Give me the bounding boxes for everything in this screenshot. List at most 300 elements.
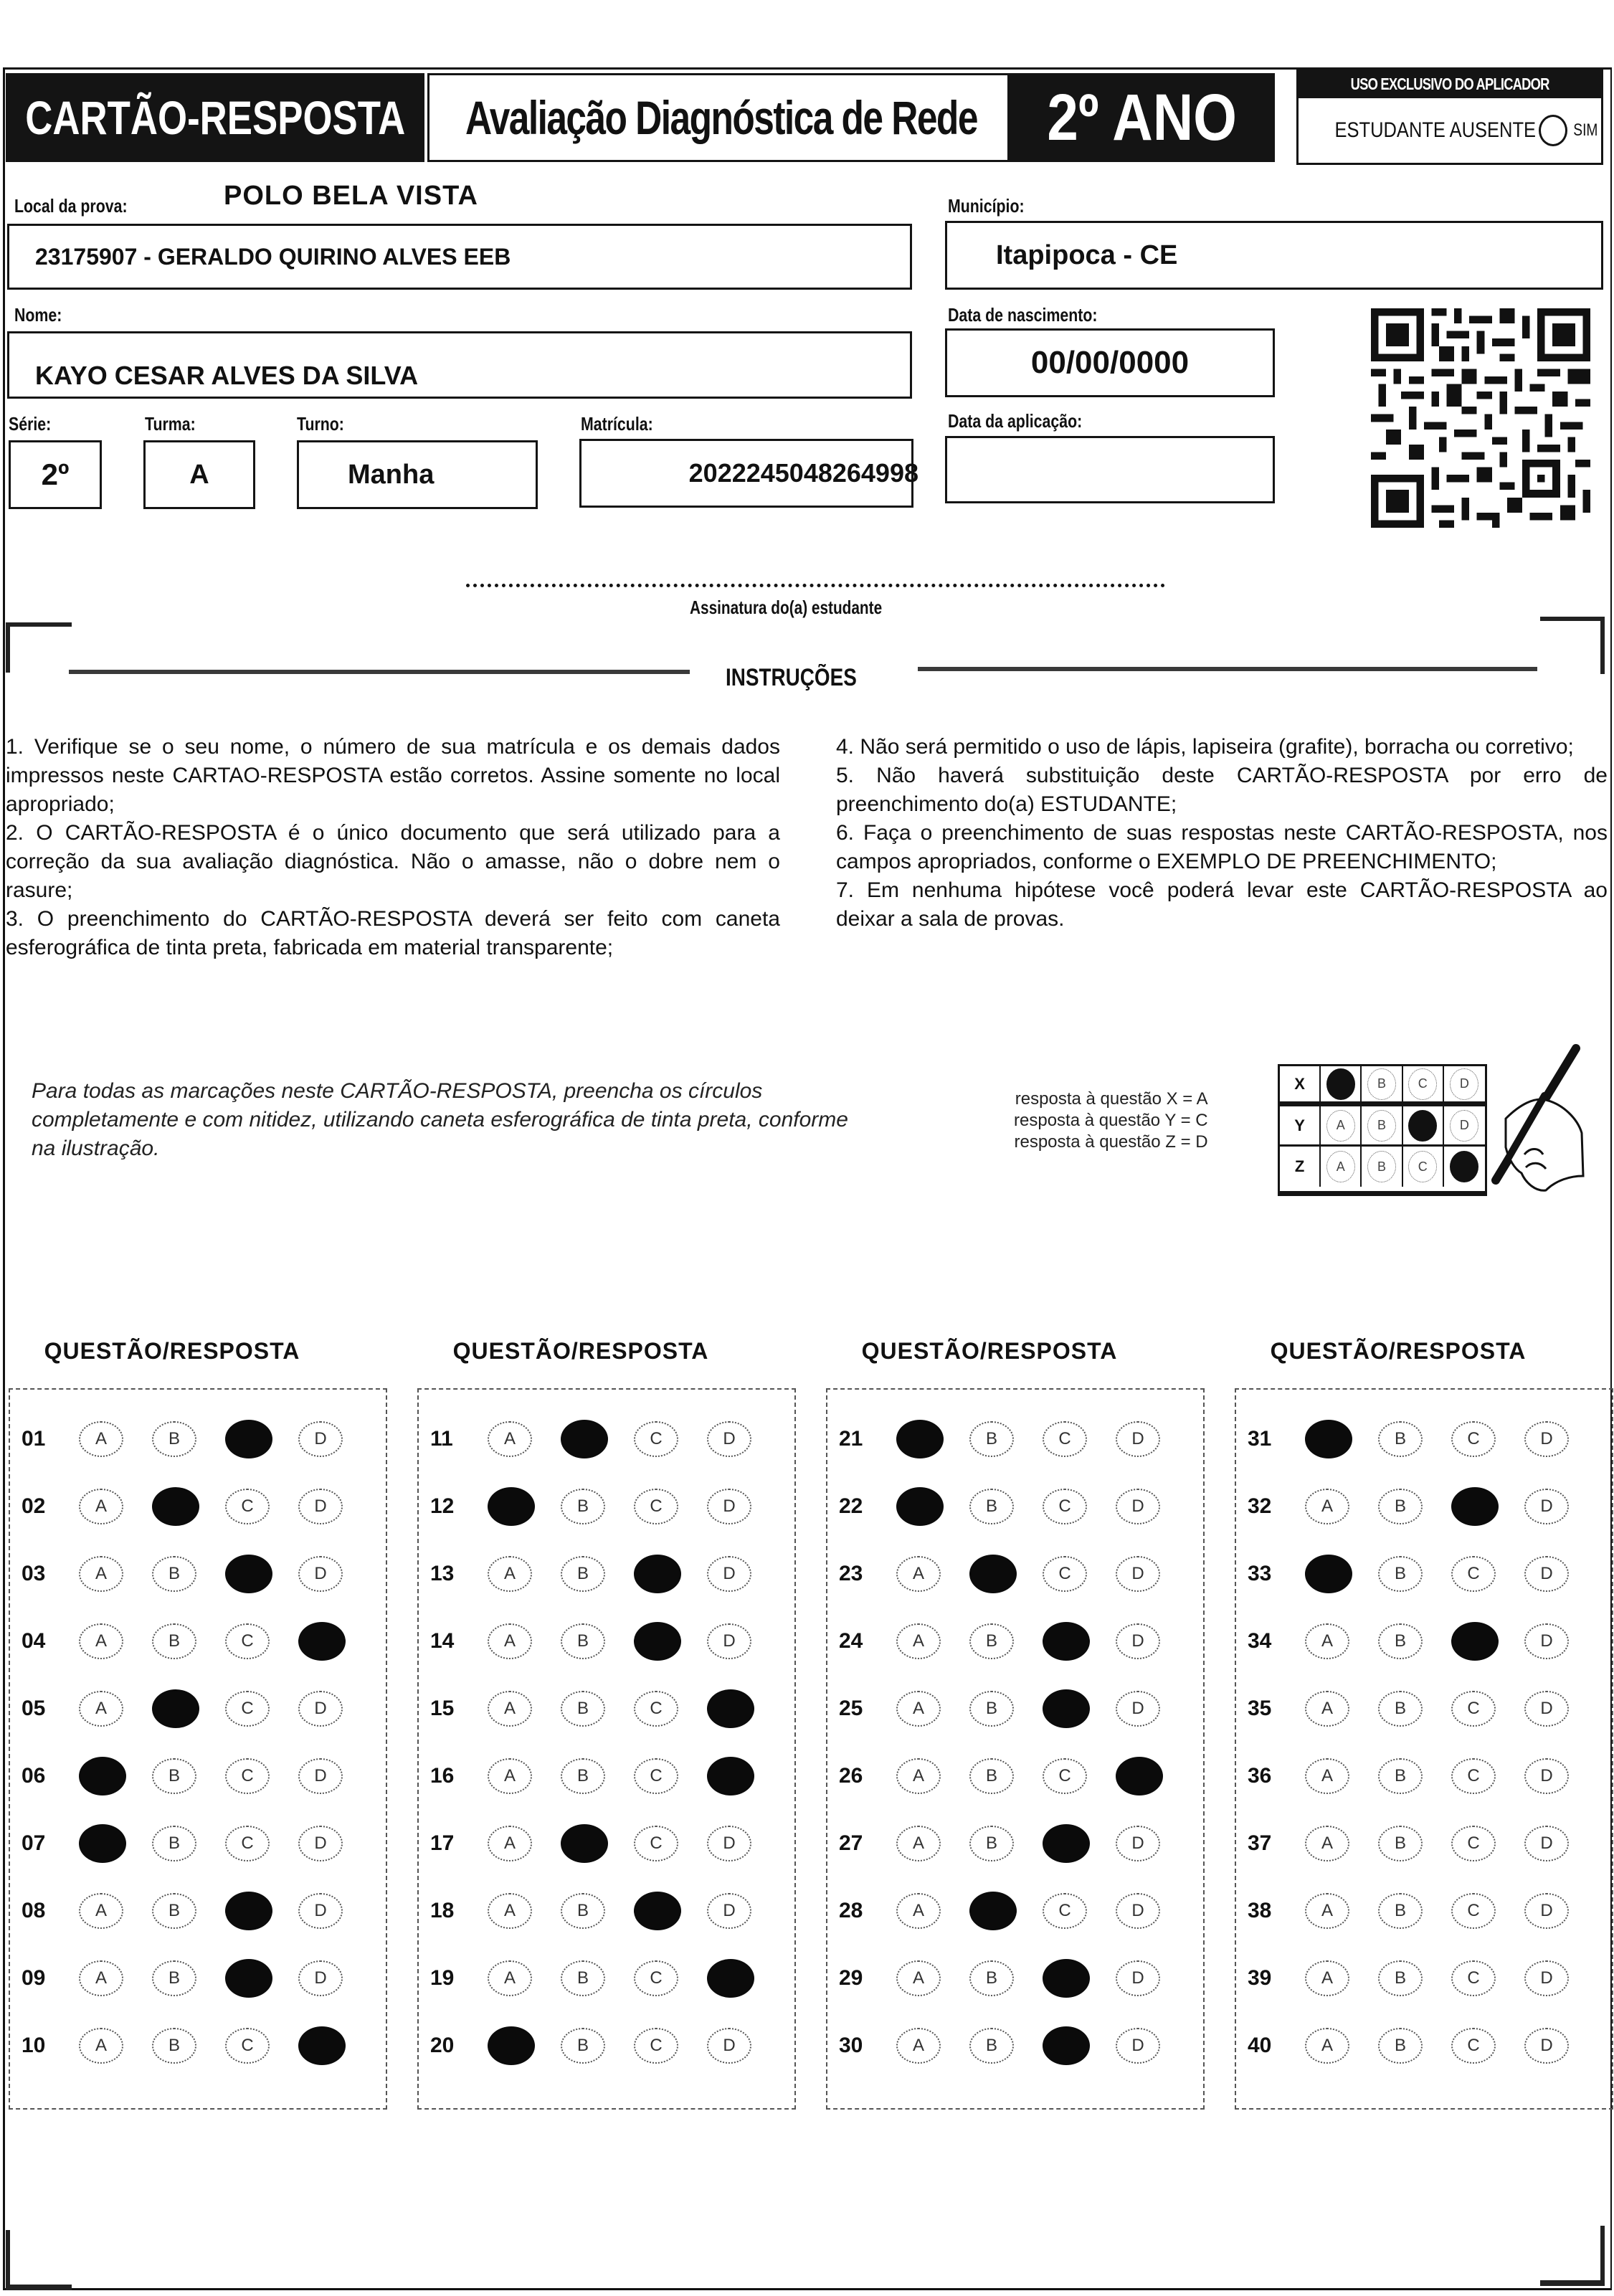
answer-row	[827, 1960, 1203, 1996]
answer-bubble-d[interactable]: D	[1116, 1960, 1160, 1996]
question-number: 30	[839, 2034, 863, 2057]
answer-bubble-d[interactable]: D	[298, 1489, 343, 1524]
answer-bubble-d[interactable]: D	[298, 1691, 343, 1727]
example-row	[1280, 1106, 1485, 1147]
answer-row	[10, 1960, 386, 1996]
turno-label: Turno:	[297, 413, 344, 435]
answer-row	[827, 2028, 1203, 2064]
answer-column-2	[417, 1388, 796, 2110]
question-number: 21	[839, 1427, 863, 1451]
answer-row	[419, 1691, 794, 1727]
example-bubble: B	[1367, 1068, 1396, 1100]
matricula-label: Matrícula:	[581, 413, 653, 435]
answer-bubble-a[interactable]: A	[488, 1421, 532, 1457]
question-number: 13	[430, 1562, 455, 1585]
answer-bubble-c[interactable]	[225, 1555, 272, 1593]
question-number: 37	[1248, 1831, 1272, 1855]
answer-bubble-d[interactable]: D	[1116, 1826, 1160, 1861]
answer-bubble-d[interactable]: D	[707, 1623, 751, 1659]
name-label: Nome:	[14, 304, 62, 326]
answer-bubble-a[interactable]: A	[488, 1623, 532, 1659]
answer-bubble-d[interactable]: D	[1524, 1556, 1569, 1592]
answer-row	[419, 2028, 794, 2064]
question-number: 24	[839, 1629, 863, 1653]
answer-bubble-a[interactable]: A	[1305, 1691, 1349, 1727]
answer-bubble-b[interactable]: B	[561, 2028, 605, 2064]
answer-row	[10, 1489, 386, 1524]
question-number: 19	[430, 1966, 455, 1990]
answer-bubble-b[interactable]: B	[1378, 1421, 1423, 1457]
answer-bubble-d[interactable]: D	[1524, 1489, 1569, 1524]
answer-bubble-c[interactable]	[1451, 1487, 1499, 1526]
answer-row	[827, 1893, 1203, 1929]
answer-bubble-a[interactable]: A	[488, 1960, 532, 1996]
question-number: 04	[22, 1629, 46, 1653]
answer-bubble-d[interactable]	[1116, 1757, 1163, 1795]
grade-badge	[1010, 73, 1275, 162]
school-value: 23175907 - GERALDO QUIRINO ALVES EEB	[35, 243, 511, 270]
question-number: 12	[430, 1494, 455, 1518]
answer-bubble-a[interactable]: A	[896, 1623, 941, 1659]
answer-bubble-c[interactable]	[1043, 1622, 1090, 1661]
name-field	[7, 331, 912, 399]
turma-label: Turma:	[145, 413, 196, 435]
answer-row	[1236, 1960, 1612, 1996]
answer-bubble-d[interactable]: D	[1524, 1826, 1569, 1861]
answer-bubble-c[interactable]: C	[225, 1489, 270, 1524]
example-answers	[1014, 1088, 1208, 1153]
answer-bubble-d[interactable]: D	[1524, 1893, 1569, 1929]
answer-bubble-c[interactable]: C	[1043, 1758, 1087, 1794]
answer-bubble-b[interactable]	[152, 1689, 199, 1728]
answer-row	[1236, 1893, 1612, 1929]
answer-row	[827, 1826, 1203, 1861]
qr-code-icon	[1371, 307, 1590, 529]
corner-mark-bottom-right-v	[1600, 2226, 1605, 2285]
answer-bubble-c[interactable]: C	[1451, 1893, 1496, 1929]
answer-bubble-a[interactable]	[488, 1487, 535, 1526]
answer-bubble-c[interactable]: C	[1451, 1960, 1496, 1996]
answer-bubble-d[interactable]: D	[1116, 1556, 1160, 1592]
answer-bubble-a[interactable]: A	[79, 1623, 123, 1659]
instruction-item: 6. Faça o preenchimento de suas respostas neste CARTÃO-RESPOSTA, nos campos apropriados, conforme o EXEMPLO DE PREENCHIMENTO;	[836, 821, 1608, 873]
answer-bubble-d[interactable]	[298, 2026, 346, 2065]
answer-bubble-d[interactable]: D	[707, 1556, 751, 1592]
example-bubble: A	[1326, 1110, 1355, 1142]
name-value: KAYO CESAR ALVES DA SILVA	[35, 361, 419, 390]
answer-bubble-d[interactable]: D	[1116, 1691, 1160, 1727]
answer-bubble-c[interactable]: C	[1043, 1556, 1087, 1592]
answer-column-4	[1235, 1388, 1613, 2110]
question-number: 23	[839, 1562, 863, 1585]
matricula-value: 2022245048264998	[688, 458, 918, 488]
serie-label: Série:	[9, 413, 52, 435]
answer-bubble-a[interactable]	[1305, 1420, 1352, 1458]
question-number: 32	[1248, 1494, 1272, 1518]
answer-bubble-a[interactable]: A	[1305, 1489, 1349, 1524]
answer-bubble-c[interactable]: C	[225, 1691, 270, 1727]
answer-bubble-a[interactable]: A	[896, 1556, 941, 1592]
answer-bubble-c[interactable]: C	[1451, 2028, 1496, 2064]
answer-bubble-b[interactable]: B	[969, 1758, 1014, 1794]
question-number: 09	[22, 1966, 46, 1990]
answer-bubble-c[interactable]: C	[634, 1758, 678, 1794]
turno-field	[297, 440, 538, 509]
answer-bubble-d[interactable]: D	[298, 1758, 343, 1794]
answer-bubble-c[interactable]: C	[634, 1691, 678, 1727]
answer-bubble-b[interactable]: B	[969, 1960, 1014, 1996]
question-number: 02	[22, 1494, 46, 1518]
corner-mark-top-right	[1540, 617, 1605, 621]
answer-bubble-a[interactable]: A	[896, 2028, 941, 2064]
answer-bubble-b[interactable]: B	[969, 1826, 1014, 1861]
question-number: 20	[430, 2034, 455, 2057]
question-number: 29	[839, 1966, 863, 1990]
answer-row	[419, 1893, 794, 1929]
birth-label: Data de nascimento:	[948, 304, 1098, 326]
question-number: 33	[1248, 1562, 1272, 1585]
answer-bubble-a[interactable]: A	[1305, 1893, 1349, 1929]
answer-bubble-b[interactable]: B	[561, 1758, 605, 1794]
answer-bubble-a[interactable]: A	[79, 1556, 123, 1592]
answer-bubble-a[interactable]: A	[896, 1758, 941, 1794]
answer-bubble-d[interactable]: D	[707, 1421, 751, 1457]
instruction-item: 4. Não será permitido o uso de lápis, lapiseira (grafite), borracha ou corretivo;	[836, 735, 1574, 759]
answer-bubble-a[interactable]: A	[488, 1556, 532, 1592]
question-number: 10	[22, 2034, 46, 2057]
question-number: 38	[1248, 1899, 1272, 1922]
answer-bubble-c[interactable]: C	[634, 1489, 678, 1524]
answer-bubble-c[interactable]	[225, 1892, 272, 1930]
answer-row	[10, 1893, 386, 1929]
answer-bubble-a[interactable]: A	[488, 1893, 532, 1929]
municipio-field	[945, 221, 1603, 290]
answer-bubble-c[interactable]: C	[1451, 1758, 1496, 1794]
answer-bubble-b[interactable]	[561, 1420, 608, 1458]
question-number: 34	[1248, 1629, 1272, 1653]
answer-row	[10, 1421, 386, 1457]
answer-bubble-b[interactable]: B	[969, 2028, 1014, 2064]
answer-bubble-b[interactable]: B	[1378, 1893, 1423, 1929]
instruction-item: 7. Em nenhuma hipótese você poderá levar este CARTÃO-RESPOSTA ao deixar a sala de provas.	[836, 878, 1608, 931]
answer-bubble-b[interactable]: B	[152, 1826, 196, 1861]
birth-field	[945, 328, 1275, 397]
answer-bubble-b[interactable]: B	[1378, 1691, 1423, 1727]
answer-bubble-c[interactable]	[225, 1420, 272, 1458]
answer-bubble-d[interactable]: D	[1116, 2028, 1160, 2064]
answer-bubble-b[interactable]: B	[1378, 1556, 1423, 1592]
answer-bubble-b[interactable]: B	[561, 1691, 605, 1727]
answer-bubble-c[interactable]: C	[1451, 1556, 1496, 1592]
answer-bubble-c[interactable]	[1043, 1959, 1090, 1998]
answer-bubble-a[interactable]: A	[1305, 1623, 1349, 1659]
answer-row	[827, 1421, 1203, 1457]
answer-bubble-b[interactable]: B	[152, 2028, 196, 2064]
answer-bubble-b[interactable]: B	[152, 1623, 196, 1659]
answer-bubble-c[interactable]: C	[225, 1826, 270, 1861]
question-number: 25	[839, 1697, 863, 1720]
answer-bubble-a[interactable]: A	[896, 1691, 941, 1727]
question-number: 08	[22, 1899, 46, 1922]
answer-row	[10, 1556, 386, 1592]
example-question-label: X	[1280, 1066, 1321, 1101]
answer-bubble-c[interactable]: C	[1451, 1421, 1496, 1457]
answer-bubble-c[interactable]: C	[1043, 1489, 1087, 1524]
column-heading-3: QUESTÃO/RESPOSTA	[861, 1338, 1118, 1364]
answer-bubble-b[interactable]: B	[1378, 1758, 1423, 1794]
answer-bubble-c[interactable]: C	[634, 1421, 678, 1457]
example-cell	[1403, 1066, 1444, 1101]
answer-bubble-a[interactable]: A	[1305, 1960, 1349, 1996]
instruction-item: 1. Verifique se o seu nome, o número de sua matrícula e os demais dados impressos neste CARTAO-RESPOSTA estão corretos. Assine somente no local apropriado;	[6, 735, 780, 816]
matricula-field	[579, 439, 918, 508]
corner-mark-bottom-left-v	[6, 2230, 10, 2287]
answer-bubble-b[interactable]	[561, 1824, 608, 1863]
answer-bubble-c[interactable]: C	[634, 2028, 678, 2064]
answer-bubble-a[interactable]	[79, 1757, 126, 1795]
example-line: resposta à questão Z = D	[1014, 1132, 1208, 1152]
question-number: 06	[22, 1764, 46, 1788]
question-number: 26	[839, 1764, 863, 1788]
answer-bubble-c[interactable]: C	[634, 1826, 678, 1861]
answer-row	[10, 2028, 386, 2064]
answer-bubble-a[interactable]: A	[79, 1421, 123, 1457]
answer-column-1	[9, 1388, 387, 2110]
instruction-item: 5. Não haverá substituição deste CARTÃO-RESPOSTA por erro de preenchimento do(a) ESTUDANTE;	[836, 764, 1608, 816]
local-polo: POLO BELA VISTA	[224, 181, 478, 211]
question-number: 27	[839, 1831, 863, 1855]
question-number: 15	[430, 1697, 455, 1720]
question-number: 35	[1248, 1697, 1272, 1720]
answer-bubble-d[interactable]: D	[1524, 1758, 1569, 1794]
answer-bubble-d[interactable]: D	[1116, 1489, 1160, 1524]
answer-bubble-a[interactable]: A	[79, 1893, 123, 1929]
answer-bubble-b[interactable]: B	[561, 1489, 605, 1524]
school-field	[7, 224, 912, 290]
answer-bubble-b[interactable]: B	[1378, 1826, 1423, 1861]
answer-bubble-a[interactable]	[79, 1824, 126, 1863]
answer-bubble-c[interactable]: C	[225, 1623, 270, 1659]
evaluation-title-text: Avaliação Diagnóstica de Rede	[465, 91, 977, 144]
example-cell	[1362, 1147, 1402, 1187]
answer-bubble-a[interactable]: A	[79, 1691, 123, 1727]
answer-row	[1236, 2028, 1612, 2064]
answer-bubble-d[interactable]: D	[298, 1556, 343, 1592]
answer-bubble-d[interactable]	[707, 1757, 754, 1795]
application-date-field	[945, 436, 1275, 503]
example-bubble: B	[1367, 1151, 1396, 1182]
answer-bubble-d[interactable]: D	[1524, 1421, 1569, 1457]
absent-student-label: ESTUDANTE AUSENTE	[1334, 118, 1536, 142]
answer-bubble-b[interactable]: B	[561, 1960, 605, 1996]
answer-row	[1236, 1421, 1612, 1457]
answer-row	[1236, 1556, 1612, 1592]
answer-bubble-c[interactable]: C	[225, 1758, 270, 1794]
example-bubble: D	[1450, 1068, 1478, 1100]
corner-mark-top-left	[6, 622, 72, 627]
answer-bubble-a[interactable]: A	[1305, 1826, 1349, 1861]
answer-bubble-a[interactable]	[488, 2026, 535, 2065]
instructions-left-column	[6, 733, 780, 962]
answer-bubble-b[interactable]: B	[1378, 2028, 1423, 2064]
answer-bubble-a[interactable]: A	[488, 1691, 532, 1727]
answer-bubble-b[interactable]	[152, 1487, 199, 1526]
answer-bubble-d[interactable]	[298, 1622, 346, 1661]
answer-bubble-c[interactable]	[634, 1622, 681, 1661]
corner-mark-top-right-v	[1600, 617, 1605, 674]
example-bubble	[1408, 1110, 1437, 1142]
answer-bubble-c[interactable]: C	[1043, 1421, 1087, 1457]
question-number: 03	[22, 1562, 46, 1585]
answer-row	[10, 1623, 386, 1659]
answer-bubble-d[interactable]: D	[298, 1826, 343, 1861]
answer-bubble-d[interactable]: D	[707, 1893, 751, 1929]
answer-bubble-a[interactable]	[896, 1487, 944, 1526]
answer-row	[10, 1758, 386, 1794]
answer-bubble-d[interactable]: D	[707, 1826, 751, 1861]
answer-bubble-c[interactable]: C	[634, 1960, 678, 1996]
answer-bubble-a[interactable]: A	[896, 1826, 941, 1861]
example-bubble: C	[1408, 1151, 1437, 1182]
column-heading-4: QUESTÃO/RESPOSTA	[1270, 1338, 1527, 1364]
answer-bubble-d[interactable]: D	[1524, 1960, 1569, 1996]
answer-bubble-c[interactable]	[1043, 2026, 1090, 2065]
birth-value: 00/00/0000	[1030, 345, 1190, 380]
question-number: 16	[430, 1764, 455, 1788]
answer-bubble-c[interactable]: C	[225, 2028, 270, 2064]
example-question-label: Y	[1280, 1106, 1321, 1144]
answer-bubble-d[interactable]: D	[1524, 2028, 1569, 2064]
answer-bubble-a[interactable]	[1305, 1555, 1352, 1593]
answer-bubble-a[interactable]: A	[1305, 2028, 1349, 2064]
example-bubble: A	[1326, 1151, 1355, 1182]
answer-bubble-a[interactable]: A	[896, 1893, 941, 1929]
answer-bubble-d[interactable]: D	[298, 1893, 343, 1929]
application-date-label: Data da aplicação:	[948, 410, 1083, 432]
example-cell	[1362, 1066, 1402, 1101]
answer-bubble-c[interactable]	[225, 1959, 272, 1998]
example-cell	[1403, 1106, 1444, 1144]
answer-bubble-c[interactable]	[1043, 1824, 1090, 1863]
answer-bubble-c[interactable]	[1043, 1689, 1090, 1728]
answer-row	[827, 1556, 1203, 1592]
answer-bubble-d[interactable]	[707, 1689, 754, 1728]
answer-bubble-d[interactable]: D	[298, 1960, 343, 1996]
question-number: 01	[22, 1427, 46, 1451]
answer-bubble-a[interactable]: A	[896, 1960, 941, 1996]
answer-row	[419, 1556, 794, 1592]
answer-bubble-b[interactable]: B	[969, 1421, 1014, 1457]
answer-row	[419, 1489, 794, 1524]
answer-bubble-b[interactable]: B	[152, 1960, 196, 1996]
answer-row	[827, 1489, 1203, 1524]
answer-row	[1236, 1691, 1612, 1727]
answer-row	[419, 1960, 794, 1996]
answer-bubble-d[interactable]: D	[707, 2028, 751, 2064]
answer-bubble-b[interactable]: B	[1378, 1489, 1423, 1524]
example-bubble: B	[1367, 1110, 1396, 1142]
answer-bubble-d[interactable]: D	[1116, 1421, 1160, 1457]
answer-bubble-d[interactable]: D	[1116, 1623, 1160, 1659]
question-number: 40	[1248, 2034, 1272, 2057]
answer-bubble-d[interactable]: D	[1524, 1623, 1569, 1659]
answer-bubble-b[interactable]: B	[561, 1893, 605, 1929]
municipio-label: Município:	[948, 195, 1025, 217]
card-title	[6, 73, 424, 162]
serie-value: 2º	[41, 457, 70, 491]
answer-bubble-a[interactable]: A	[488, 1826, 532, 1861]
answer-bubble-a[interactable]: A	[79, 1960, 123, 1996]
example-row	[1280, 1066, 1485, 1106]
answer-row	[827, 1691, 1203, 1727]
answer-bubble-b[interactable]: B	[969, 1691, 1014, 1727]
instructions-rule-left	[69, 670, 690, 674]
answer-bubble-b[interactable]: B	[561, 1556, 605, 1592]
answer-bubble-b[interactable]	[969, 1892, 1017, 1930]
answer-bubble-a[interactable]	[896, 1420, 944, 1458]
answer-bubble-b[interactable]: B	[152, 1758, 196, 1794]
answer-bubble-b[interactable]	[969, 1555, 1017, 1593]
example-cell	[1321, 1066, 1362, 1101]
example-cell	[1403, 1147, 1444, 1187]
answer-bubble-d[interactable]: D	[707, 1489, 751, 1524]
answer-bubble-b[interactable]: B	[561, 1623, 605, 1659]
answer-bubble-a[interactable]: A	[79, 2028, 123, 2064]
answer-bubble-b[interactable]: B	[152, 1893, 196, 1929]
answer-bubble-c[interactable]: C	[1451, 1691, 1496, 1727]
question-number: 28	[839, 1899, 863, 1922]
answer-bubble-d[interactable]: D	[298, 1421, 343, 1457]
grade-badge-text: 2º ANO	[1047, 80, 1238, 154]
answer-row	[827, 1623, 1203, 1659]
answer-bubble-b[interactable]: B	[152, 1556, 196, 1592]
question-number: 17	[430, 1831, 455, 1855]
answer-bubble-c[interactable]: C	[1451, 1826, 1496, 1861]
answer-bubble-b[interactable]: B	[969, 1489, 1014, 1524]
answer-bubble-c[interactable]	[634, 1555, 681, 1593]
answer-bubble-c[interactable]	[1451, 1622, 1499, 1661]
answer-bubble-d[interactable]	[707, 1959, 754, 1998]
answer-bubble-b[interactable]: B	[152, 1421, 196, 1457]
question-number: 22	[839, 1494, 863, 1518]
absent-student-bubble[interactable]	[1539, 115, 1567, 146]
answer-bubble-a[interactable]: A	[488, 1758, 532, 1794]
answer-bubble-b[interactable]: B	[1378, 1623, 1423, 1659]
instruction-item: 2. O CARTÃO-RESPOSTA é o único documento que será utilizado para a correção da sua avaliação diagnóstica. Não o amasse, não o dobre nem o rasure;	[6, 821, 780, 902]
answer-bubble-b[interactable]: B	[969, 1623, 1014, 1659]
question-number: 36	[1248, 1764, 1272, 1788]
signature-line[interactable]	[466, 584, 1165, 587]
municipio-value: Itapipoca - CE	[996, 239, 1178, 270]
answer-row	[10, 1691, 386, 1727]
turma-field	[143, 440, 255, 509]
column-heading-1: QUESTÃO/RESPOSTA	[44, 1338, 300, 1364]
absent-option-label: SIM	[1572, 120, 1598, 140]
answer-bubble-d[interactable]: D	[1116, 1893, 1160, 1929]
answer-bubble-c[interactable]	[634, 1892, 681, 1930]
answer-bubble-c[interactable]: C	[1043, 1893, 1087, 1929]
answer-bubble-a[interactable]: A	[79, 1489, 123, 1524]
absent-student-row	[1299, 98, 1601, 163]
answer-bubble-d[interactable]: D	[1524, 1691, 1569, 1727]
corner-mark-bottom-right	[1540, 2280, 1605, 2286]
answer-row	[827, 1758, 1203, 1794]
answer-bubble-b[interactable]: B	[1378, 1960, 1423, 1996]
column-heading-2: QUESTÃO/RESPOSTA	[452, 1338, 709, 1364]
instructions-title: INSTRUÇÕES	[726, 664, 857, 691]
answer-bubble-a[interactable]: A	[1305, 1758, 1349, 1794]
answer-row	[1236, 1826, 1612, 1861]
